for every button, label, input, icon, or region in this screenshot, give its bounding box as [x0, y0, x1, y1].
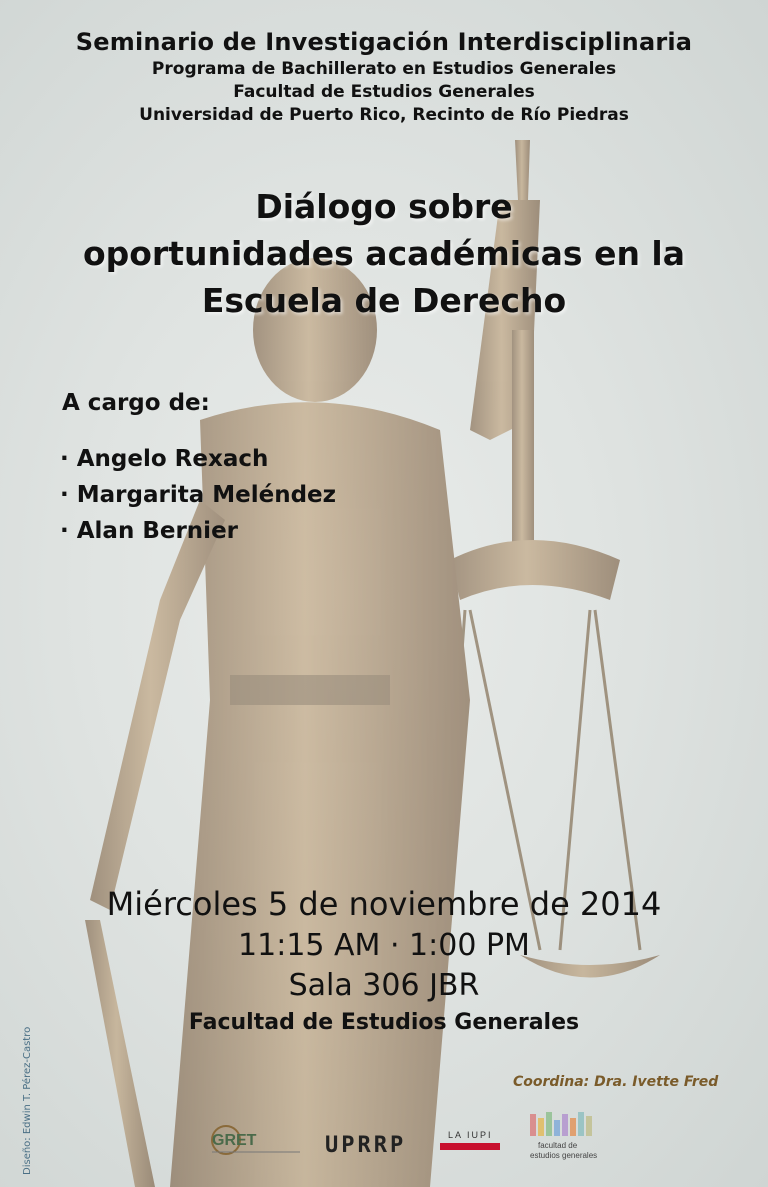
iupi-label: LA IUPI: [448, 1130, 493, 1140]
uprrp-logo: [325, 1130, 500, 1158]
gret-logo: [212, 1126, 300, 1154]
headline-line-1: Diálogo sobre: [255, 187, 513, 226]
program-name: Programa de Bachillerato en Estudios Generales: [151, 59, 617, 79]
designer-credit: Diseño: Edwin T. Pérez-Castro: [22, 1026, 33, 1175]
gret-logo-text: GRET: [212, 1132, 257, 1149]
headline-line-3: Escuela de Derecho: [201, 281, 567, 320]
headline-line-2: oportunidades académicas en la: [82, 234, 686, 273]
feg-logo: [530, 1112, 597, 1160]
coordinator: Coordina: Dra. Ivette Fred: [513, 1074, 719, 1090]
header: [0, 28, 768, 125]
event-headline: [0, 183, 768, 324]
footer-logos: [0, 1108, 768, 1168]
event-room: Sala 306 JBR: [288, 968, 480, 1003]
event-faculty: Facultad de Estudios Generales: [188, 1010, 580, 1035]
feg-logo-line-2: estudios generales: [530, 1151, 598, 1160]
event-time: 11:15 AM · 1:00 PM: [238, 928, 530, 963]
speakers-label: A cargo de:: [62, 390, 210, 416]
event-details: [0, 882, 768, 1040]
faculty-name: Facultad de Estudios Generales: [233, 82, 535, 102]
speaker-item: · Angelo Rexach: [60, 441, 336, 477]
speaker-item: · Alan Bernier: [60, 513, 336, 549]
seminar-title: Seminario de Investigación Interdisciplinaria: [75, 28, 693, 56]
feg-logo-line-1: facultad de: [538, 1141, 578, 1150]
uprrp-logo-text: UPRRP: [325, 1133, 407, 1158]
event-date: Miércoles 5 de noviembre de 2014: [106, 885, 662, 923]
university-name: Universidad de Puerto Rico, Recinto de Río Piedras: [139, 105, 629, 125]
speaker-item: · Margarita Meléndez: [60, 477, 336, 513]
speakers-list: [60, 441, 336, 549]
